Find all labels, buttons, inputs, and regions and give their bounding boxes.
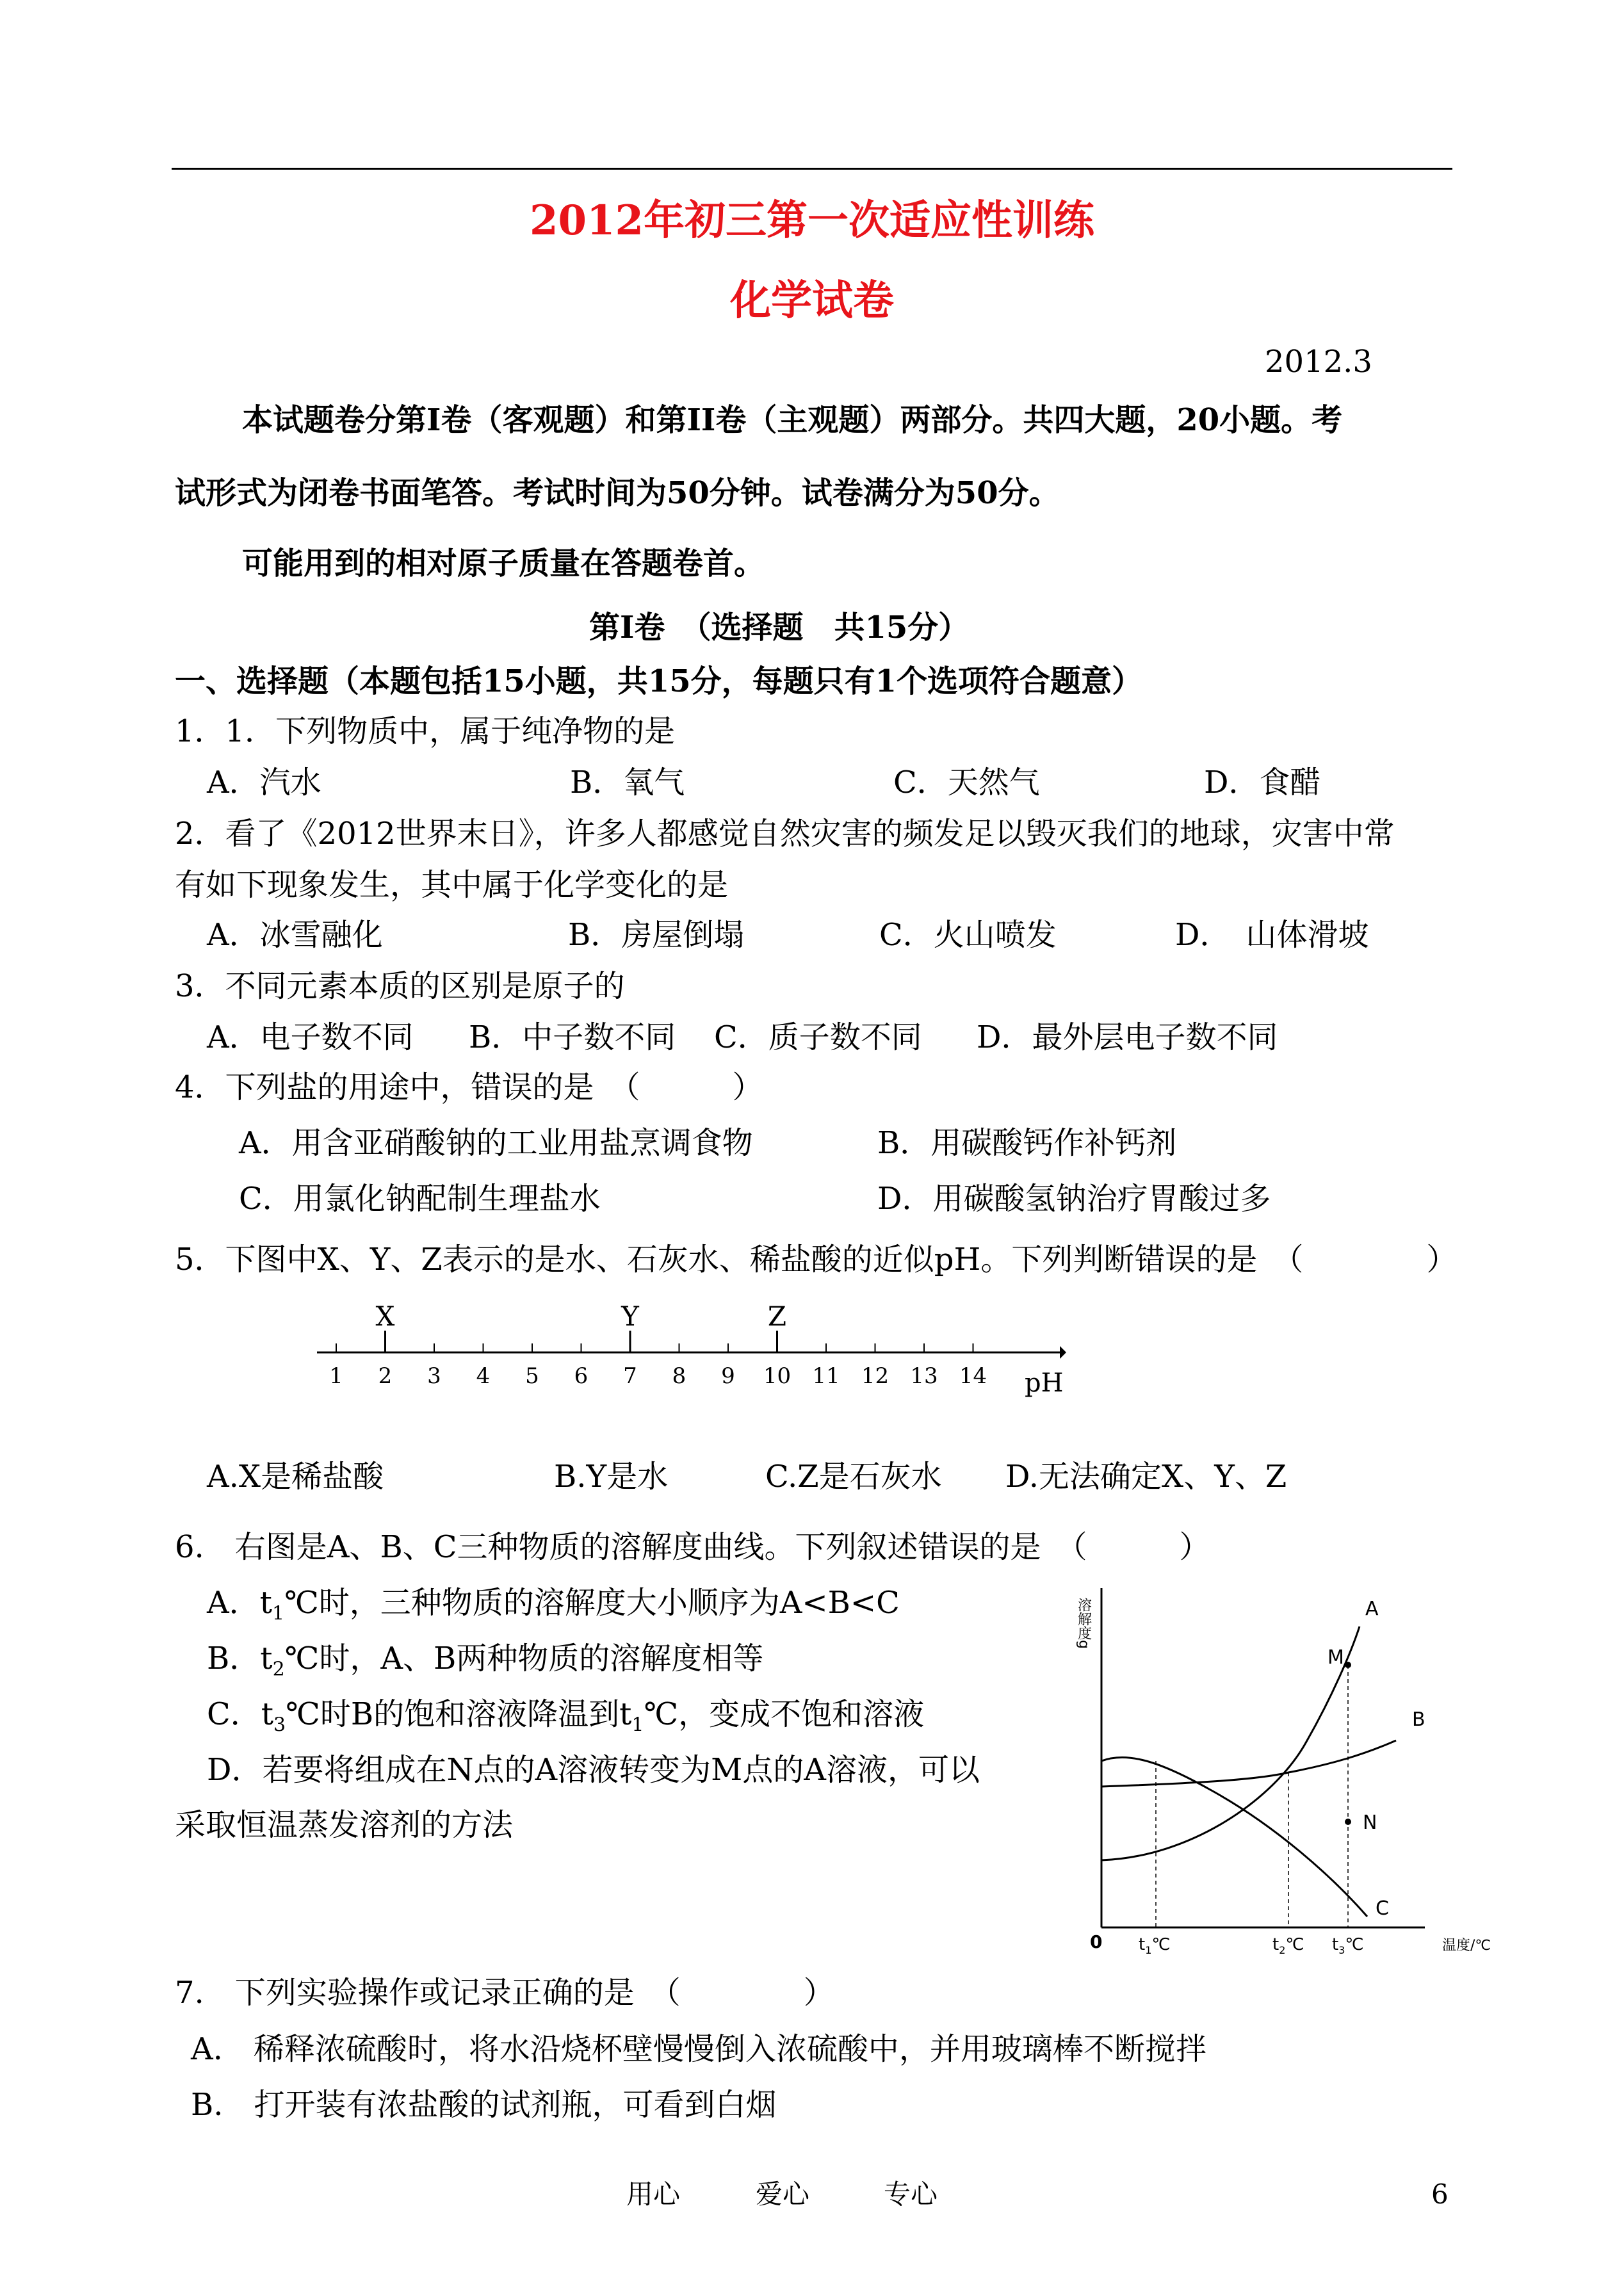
q7-option-b: B. 打开装有浓盐酸的试剂瓶，可看到白烟 — [191, 2087, 777, 2123]
q7-stem: 7. 下列实验操作或记录正确的是 （ ） — [175, 1975, 834, 2011]
t2-label: $t_2℃$ — [1272, 1935, 1304, 1956]
ph-tick-label-11: 11 — [812, 1363, 840, 1389]
ph-tick-label-8: 8 — [672, 1363, 686, 1389]
intro-line-2: 试形式为闭卷书面笔答。考试时间为50分钟。试卷满分为50分。 — [175, 475, 1060, 511]
ph-scale — [295, 1293, 1089, 1402]
q1-option-c: C．天然气 — [893, 765, 1040, 800]
q4-stem: 4．下列盐的用途中，错误的是 （ ） — [175, 1069, 763, 1105]
q5-option-c: C.Z是石灰水 — [765, 1459, 942, 1495]
intro-line-1: 本试题卷分第Ⅰ卷（客观题）和第II卷（主观题）两部分。共四大题，20小题。考 — [242, 402, 1343, 438]
q2-stem-line-2: 有如下现象发生，其中属于化学变化的是 — [175, 867, 729, 903]
ph-tick-label-10: 10 — [763, 1363, 792, 1389]
ph-tick-label-12: 12 — [861, 1363, 889, 1389]
curve-c-label: C — [1376, 1897, 1389, 1920]
page-number: 6 — [1431, 2178, 1449, 2210]
header-rule — [172, 168, 1452, 170]
footer-word-1: 用心 — [626, 2178, 681, 2210]
exam-subtitle: 化学试卷 — [730, 277, 894, 325]
q1-option-d: D．食醋 — [1204, 765, 1321, 800]
q5-option-d: D.无法确定X、Y、Z — [1005, 1459, 1287, 1495]
ph-tick-label-13: 13 — [910, 1363, 938, 1389]
q6-stem: 6. 右图是A、B、C三种物质的溶解度曲线。下列叙述错误的是 （ ） — [175, 1529, 1210, 1565]
ph-tick-label-6: 6 — [574, 1363, 589, 1389]
q5-option-a: A.X是稀盐酸 — [207, 1459, 384, 1495]
q2-option-a: A．冰雪融化 — [207, 917, 383, 953]
point-n — [1345, 1819, 1351, 1825]
curve-b-label: B — [1412, 1708, 1425, 1731]
point-n-label: N — [1363, 1812, 1377, 1834]
ph-tick-label-3: 3 — [427, 1363, 441, 1389]
origin-label: 0 — [1090, 1931, 1103, 1952]
q2-option-d: D． 山体滑坡 — [1175, 917, 1369, 953]
q4-option-b: B．用碳酸钙作补钙剂 — [877, 1125, 1177, 1161]
q3-stem: 3．不同元素本质的区别是原子的 — [175, 968, 625, 1004]
q3-option-b: B．中子数不同 — [469, 1019, 676, 1055]
footer-word-2: 爱心 — [756, 2178, 810, 2210]
point-m — [1345, 1662, 1351, 1668]
q6-option-c: C．$t_3℃$时B的饱和溶液降温到$t_1℃$，变成不饱和溶液 — [207, 1696, 925, 1737]
intro-line-3: 可能用到的相对原子质量在答题卷首。 — [242, 546, 765, 581]
ph-tick-label-14: 14 — [959, 1363, 987, 1389]
ph-tick-label-5: 5 — [525, 1363, 539, 1389]
part1-heading: 第Ⅰ卷 （选择题 共15分） — [589, 610, 970, 645]
ph-axis-label: pH — [1025, 1368, 1064, 1398]
t1-label: $t_1℃$ — [1139, 1935, 1171, 1956]
curve-a — [1101, 1626, 1360, 1860]
q5-option-b: B.Y是水 — [554, 1459, 669, 1495]
q6-option-d-line-1: D．若要将组成在N点的A溶液转变为M点的A溶液，可以 — [207, 1752, 980, 1788]
q1-option-a: A．汽水 — [207, 765, 321, 800]
t3-label: $t_3℃$ — [1332, 1935, 1364, 1956]
exam-date: 2012.3 — [1265, 344, 1372, 380]
q7-option-a: A. 稀释浓硫酸时，将水沿烧杯壁慢慢倒入浓硫酸中，并用玻璃棒不断搅拌 — [191, 2031, 1206, 2067]
q2-option-b: B．房屋倒塌 — [568, 917, 745, 953]
q1-option-b: B．氧气 — [570, 765, 685, 800]
curve-b — [1101, 1740, 1396, 1787]
q6-option-b: B．$t_2℃$时，A、B两种物质的溶解度相等 — [207, 1641, 764, 1681]
q5-stem: 5．下图中X、Y、Z表示的是水、石灰水、稀盐酸的近似pH。下列判断错误的是 （ ） — [175, 1242, 1458, 1277]
q1-stem: 1．1．下列物质中，属于纯净物的是 — [175, 713, 676, 749]
ph-marker-label-z: Z — [767, 1301, 787, 1332]
exam-title: 2012年初三第一次适应性训练 — [529, 197, 1095, 245]
ph-tick-label-7: 7 — [623, 1363, 637, 1389]
q3-option-a: A．电子数不同 — [207, 1019, 414, 1055]
footer-word-3: 专心 — [884, 2178, 938, 2210]
ph-tick-label-4: 4 — [476, 1363, 491, 1389]
section-title: 一、选择题（本题包括15小题，共15分，每题只有1个选项符合题意） — [175, 663, 1142, 699]
q2-stem-line-1: 2．看了《2012世界末日》，许多人都感觉自然灾害的频发足以毁灭我们的地球，灾害中常 — [175, 816, 1395, 852]
ph-marker-label-y: Y — [621, 1301, 639, 1332]
ph-marker-label-x: X — [375, 1301, 395, 1332]
curve-a-label: A — [1365, 1598, 1379, 1620]
q6-option-d-line-2: 采取恒温蒸发溶剂的方法 — [175, 1807, 514, 1843]
ph-tick-label-1: 1 — [329, 1363, 343, 1389]
q6-option-a: A．$t_1℃$时，三种物质的溶解度大小顺序为A<B<C — [207, 1585, 900, 1625]
solubility-chart — [1063, 1569, 1505, 1966]
q3-option-d: D．最外层电子数不同 — [977, 1019, 1278, 1055]
ph-tick-label-9: 9 — [721, 1363, 735, 1389]
x-axis-label: 温度/℃ — [1442, 1938, 1491, 1954]
y-axis-label: 溶解度g — [1075, 1598, 1092, 1649]
ph-axis-arrow — [1060, 1346, 1066, 1359]
curve-c — [1101, 1757, 1367, 1917]
q4-option-a: A．用含亚硝酸钠的工业用盐烹调食物 — [239, 1125, 753, 1161]
q3-option-c: C．质子数不同 — [714, 1019, 922, 1055]
ph-tick-label-2: 2 — [378, 1363, 393, 1389]
point-m-label: M — [1328, 1646, 1344, 1669]
q4-option-d: D．用碳酸氢钠治疗胃酸过多 — [877, 1181, 1271, 1217]
q2-option-c: C．火山喷发 — [879, 917, 1057, 953]
q4-option-c: C．用氯化钠配制生理盐水 — [239, 1181, 601, 1217]
